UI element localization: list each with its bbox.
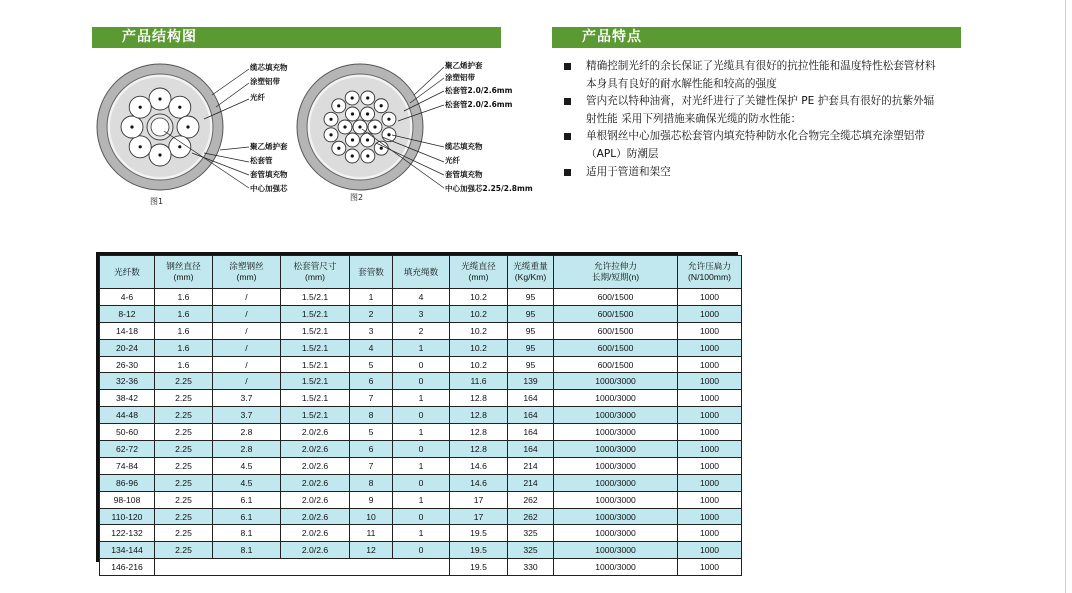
fiber-dot bbox=[337, 147, 340, 150]
bullet-square-icon bbox=[564, 63, 571, 70]
cable-structure-diagrams bbox=[92, 55, 532, 215]
table-cell: 2.25 bbox=[155, 491, 213, 508]
table-cell: 2.0/2.6 bbox=[281, 525, 350, 542]
table-cell: 1000 bbox=[678, 542, 742, 559]
table-cell: 4 bbox=[393, 289, 450, 306]
table-cell: 4 bbox=[350, 339, 393, 356]
table-cell: / bbox=[213, 289, 281, 306]
feature-text: 单根钢丝中心加强芯松套管内填充特种防水化合物完全缆芯填充涂塑铝带（APL）防潮层 bbox=[586, 130, 925, 160]
table-row bbox=[100, 390, 742, 407]
table-cell: 2.25 bbox=[155, 508, 213, 525]
table-cell: 4-6 bbox=[100, 289, 155, 306]
table-cell: 2.25 bbox=[155, 373, 213, 390]
table-cell: 1000/3000 bbox=[554, 508, 678, 525]
table-cell: 1.5/2.1 bbox=[281, 373, 350, 390]
table-cell: 146-216 bbox=[100, 559, 155, 576]
table-cell: 95 bbox=[508, 339, 554, 356]
table-cell: 8.1 bbox=[213, 525, 281, 542]
fiber-dot bbox=[351, 154, 354, 157]
table-cell: 164 bbox=[508, 424, 554, 441]
table-cell: 10.2 bbox=[450, 339, 508, 356]
bullet-square-icon bbox=[564, 169, 571, 176]
table-cell: 262 bbox=[508, 491, 554, 508]
table-cell: 98-108 bbox=[100, 491, 155, 508]
table-cell: 1 bbox=[393, 491, 450, 508]
table-cell: 4.5 bbox=[213, 457, 281, 474]
table-cell: 2.25 bbox=[155, 424, 213, 441]
table-cell: 14.6 bbox=[450, 457, 508, 474]
fiber-dot bbox=[373, 125, 376, 128]
table-cell: 1000 bbox=[678, 407, 742, 424]
table-cell: 1000/3000 bbox=[554, 373, 678, 390]
header-line-1: 涂塑钢丝 bbox=[229, 261, 264, 271]
table-row bbox=[100, 356, 742, 373]
table-cell: 3.7 bbox=[213, 407, 281, 424]
table-cell: 2.8 bbox=[213, 424, 281, 441]
table-cell: 600/1500 bbox=[554, 322, 678, 339]
table-row bbox=[100, 559, 742, 576]
fig2-label-central-strength: 中心加强芯2.25/2.8mm bbox=[445, 184, 533, 193]
table-cell: 1.5/2.1 bbox=[281, 356, 350, 373]
table-header-cell bbox=[350, 256, 393, 289]
table-cell: 1000 bbox=[678, 559, 742, 576]
table-cell: / bbox=[213, 322, 281, 339]
table-cell: 164 bbox=[508, 407, 554, 424]
table-cell: 10.2 bbox=[450, 305, 508, 322]
header-line-2: (mm) bbox=[173, 272, 194, 282]
table-cell: 2.25 bbox=[155, 390, 213, 407]
table-cell: 2.25 bbox=[155, 525, 213, 542]
table-cell: 5 bbox=[350, 424, 393, 441]
table-header-cell bbox=[281, 256, 350, 289]
header-line-1: 套管数 bbox=[358, 266, 384, 277]
table-cell: 0 bbox=[393, 373, 450, 390]
fiber-dot bbox=[178, 106, 181, 109]
table-cell: 32-36 bbox=[100, 373, 155, 390]
table-cell: 12.8 bbox=[450, 441, 508, 458]
feature-text: 适用于管道和架空 bbox=[586, 165, 671, 178]
table-cell: 2.0/2.6 bbox=[281, 441, 350, 458]
table-cell: 2.25 bbox=[155, 457, 213, 474]
features-list bbox=[564, 58, 944, 181]
table-cell: 600/1500 bbox=[554, 339, 678, 356]
table-cell: 10 bbox=[350, 508, 393, 525]
table-row bbox=[100, 289, 742, 306]
table-cell: 11 bbox=[350, 525, 393, 542]
table-cell: 44-48 bbox=[100, 407, 155, 424]
fig1-label-fiber: 光纤 bbox=[250, 93, 265, 102]
table-cell: 1000/3000 bbox=[554, 474, 678, 491]
feature-item bbox=[564, 93, 944, 128]
table-cell: 600/1500 bbox=[554, 305, 678, 322]
fiber-dot bbox=[380, 104, 383, 107]
table-cell: 95 bbox=[508, 289, 554, 306]
section-header-features bbox=[552, 27, 961, 48]
table-cell: 12.8 bbox=[450, 390, 508, 407]
table-cell: 0 bbox=[393, 474, 450, 491]
table-cell: 1000/3000 bbox=[554, 424, 678, 441]
table-cell: 3.7 bbox=[213, 390, 281, 407]
table-cell: 8-12 bbox=[100, 305, 155, 322]
header-line-2: 长期/短期(n) bbox=[591, 272, 640, 282]
table-cell: 17 bbox=[450, 508, 508, 525]
table-cell: 3 bbox=[393, 305, 450, 322]
fiber-dot bbox=[158, 97, 161, 100]
fiber-dot bbox=[186, 125, 189, 128]
figure1-cross-section bbox=[97, 64, 223, 190]
table-cell: 4.5 bbox=[213, 474, 281, 491]
fig1-label-cable-filling: 缆芯填充物 bbox=[250, 63, 288, 72]
table-cell: 1000/3000 bbox=[554, 542, 678, 559]
table-cell: / bbox=[213, 305, 281, 322]
table-row bbox=[100, 373, 742, 390]
fig1-label-central-strength: 中心加强芯 bbox=[250, 184, 288, 193]
table-cell: 1000 bbox=[678, 305, 742, 322]
table-cell: 1.6 bbox=[155, 289, 213, 306]
table-cell: 214 bbox=[508, 457, 554, 474]
table-cell: 50-60 bbox=[100, 424, 155, 441]
table-cell: 1000/3000 bbox=[554, 491, 678, 508]
table-cell: 62-72 bbox=[100, 441, 155, 458]
header-line-1: 填充绳数 bbox=[403, 266, 439, 277]
table-cell: 19.5 bbox=[450, 542, 508, 559]
fiber-dot bbox=[337, 104, 340, 107]
fiber-dot bbox=[366, 112, 369, 115]
header-line-1: 允许拉伸力 bbox=[594, 261, 637, 271]
fig1-label-pe-sheath: 聚乙烯护套 bbox=[250, 142, 288, 151]
table-cell: 7 bbox=[350, 390, 393, 407]
table-cell: 1.5/2.1 bbox=[281, 322, 350, 339]
table-cell: 95 bbox=[508, 322, 554, 339]
table-header-cell bbox=[450, 256, 508, 289]
header-line-1: 光缆重量 bbox=[513, 261, 548, 271]
header-line-1: 光缆直径 bbox=[461, 261, 496, 271]
table-cell: 6 bbox=[350, 373, 393, 390]
table-cell: 6.1 bbox=[213, 491, 281, 508]
fiber-dot bbox=[139, 145, 142, 148]
table-cell: 19.5 bbox=[450, 559, 508, 576]
table-cell: 8 bbox=[350, 407, 393, 424]
table-cell: 1.6 bbox=[155, 305, 213, 322]
table-cell: 2.0/2.6 bbox=[281, 491, 350, 508]
fiber-dot bbox=[366, 154, 369, 157]
table-cell: 86-96 bbox=[100, 474, 155, 491]
fiber-dot bbox=[329, 133, 332, 136]
table-cell: 1000 bbox=[678, 289, 742, 306]
table-row bbox=[100, 542, 742, 559]
table-row bbox=[100, 424, 742, 441]
header-line-2: (mm) bbox=[236, 272, 257, 282]
fiber-dot bbox=[351, 96, 354, 99]
table-cell: 10.2 bbox=[450, 322, 508, 339]
table-cell: 1.5/2.1 bbox=[281, 289, 350, 306]
table-row bbox=[100, 525, 742, 542]
fig2-label-fiber: 光纤 bbox=[445, 156, 460, 165]
table-cell: 1000/3000 bbox=[554, 441, 678, 458]
table-cell: 74-84 bbox=[100, 457, 155, 474]
table-cell: 2.0/2.6 bbox=[281, 542, 350, 559]
table-cell: 1000 bbox=[678, 491, 742, 508]
figure2-cross-section bbox=[297, 64, 423, 190]
table-cell: 0 bbox=[393, 407, 450, 424]
header-line-1: 光纤数 bbox=[114, 266, 140, 277]
table-cell: 1 bbox=[393, 339, 450, 356]
table-cell: 1000 bbox=[678, 441, 742, 458]
spec-table-header bbox=[100, 256, 742, 289]
header-line-2: (N/100mm) bbox=[688, 272, 731, 282]
spec-table-body bbox=[100, 289, 742, 576]
table-cell: 164 bbox=[508, 390, 554, 407]
table-cell: 1.6 bbox=[155, 322, 213, 339]
table-cell: 6 bbox=[350, 441, 393, 458]
table-cell: 0 bbox=[393, 356, 450, 373]
table-cell: 1 bbox=[350, 289, 393, 306]
table-cell: 600/1500 bbox=[554, 356, 678, 373]
table-cell: 214 bbox=[508, 474, 554, 491]
table-cell: 122-132 bbox=[100, 525, 155, 542]
table-row bbox=[100, 457, 742, 474]
table-row bbox=[100, 474, 742, 491]
table-cell: 164 bbox=[508, 441, 554, 458]
table-cell: 6.1 bbox=[213, 508, 281, 525]
fiber-dot bbox=[380, 147, 383, 150]
table-cell: 26-30 bbox=[100, 356, 155, 373]
table-cell: 19.5 bbox=[450, 525, 508, 542]
table-cell: 20-24 bbox=[100, 339, 155, 356]
fiber-dot bbox=[366, 138, 369, 141]
table-cell: 1.5/2.1 bbox=[281, 390, 350, 407]
table-cell: 0 bbox=[393, 508, 450, 525]
table-cell-merged-empty bbox=[155, 559, 450, 576]
fiber-dot bbox=[358, 125, 361, 128]
table-cell: 1.5/2.1 bbox=[281, 339, 350, 356]
table-cell: 38-42 bbox=[100, 390, 155, 407]
table-header-cell bbox=[213, 256, 281, 289]
table-cell: 1000 bbox=[678, 339, 742, 356]
fiber-dot bbox=[387, 118, 390, 121]
fiber-dot bbox=[351, 138, 354, 141]
table-header-row bbox=[100, 256, 742, 289]
table-cell: 0 bbox=[393, 542, 450, 559]
table-cell: 1000 bbox=[678, 457, 742, 474]
table-row bbox=[100, 407, 742, 424]
table-header-cell bbox=[508, 256, 554, 289]
fig2-label-cable-filling: 缆芯填充物 bbox=[445, 142, 483, 151]
table-cell: 3 bbox=[350, 322, 393, 339]
table-cell: / bbox=[213, 339, 281, 356]
header-line-2: (mm) bbox=[304, 272, 326, 282]
table-cell: 1000 bbox=[678, 390, 742, 407]
table-cell: 1000/3000 bbox=[554, 525, 678, 542]
table-cell: 11.6 bbox=[450, 373, 508, 390]
page-right-border bbox=[1065, 0, 1066, 593]
table-row bbox=[100, 305, 742, 322]
table-cell: 1000 bbox=[678, 322, 742, 339]
table-cell: 2.25 bbox=[155, 407, 213, 424]
table-cell: 1000 bbox=[678, 474, 742, 491]
table-row bbox=[100, 491, 742, 508]
header-line-1: 允许压扁力 bbox=[688, 261, 731, 271]
table-cell: 325 bbox=[508, 542, 554, 559]
fig1-label-loose-tube: 松套管 bbox=[250, 156, 273, 165]
table-cell: 14-18 bbox=[100, 322, 155, 339]
fiber-dot bbox=[343, 125, 346, 128]
table-row bbox=[100, 322, 742, 339]
bullet-square-icon bbox=[564, 133, 571, 140]
table-cell: 1 bbox=[393, 457, 450, 474]
header-line-2: (mm) bbox=[468, 272, 489, 282]
fig1-label-tube-filling: 套管填充物 bbox=[250, 170, 288, 179]
table-cell: 12 bbox=[350, 542, 393, 559]
table-cell: 2 bbox=[350, 305, 393, 322]
table-cell: 1.6 bbox=[155, 339, 213, 356]
table-cell: 5 bbox=[350, 356, 393, 373]
table-cell: 1000/3000 bbox=[554, 390, 678, 407]
table-cell: 2 bbox=[393, 322, 450, 339]
table-cell: 1000 bbox=[678, 525, 742, 542]
table-cell: 9 bbox=[350, 491, 393, 508]
table-header-cell bbox=[100, 256, 155, 289]
table-row bbox=[100, 508, 742, 525]
figure2-caption: 图2 bbox=[350, 193, 364, 202]
table-cell: / bbox=[213, 373, 281, 390]
table-cell: 8.1 bbox=[213, 542, 281, 559]
table-cell: 1000 bbox=[678, 508, 742, 525]
fiber-dot bbox=[329, 118, 332, 121]
table-cell: 330 bbox=[508, 559, 554, 576]
table-cell: 2.25 bbox=[155, 441, 213, 458]
fig2-label-loose-tube-2: 松套管2.0/2.6mm bbox=[445, 100, 513, 109]
feature-item bbox=[564, 58, 944, 93]
table-cell: 10.2 bbox=[450, 356, 508, 373]
table-cell: 110-120 bbox=[100, 508, 155, 525]
fig1-label-aluminum-tape: 涂塑铝带 bbox=[250, 77, 280, 86]
table-cell: 1 bbox=[393, 525, 450, 542]
table-cell: 1 bbox=[393, 424, 450, 441]
fiber-dot bbox=[178, 145, 181, 148]
table-cell: 2.0/2.6 bbox=[281, 508, 350, 525]
table-cell: 2.0/2.6 bbox=[281, 474, 350, 491]
feature-item bbox=[564, 128, 944, 163]
table-cell: / bbox=[213, 356, 281, 373]
table-header-cell bbox=[155, 256, 213, 289]
table-cell: 1000/3000 bbox=[554, 559, 678, 576]
table-cell: 2.25 bbox=[155, 474, 213, 491]
bullet-square-icon bbox=[564, 98, 571, 105]
table-cell: 1.5/2.1 bbox=[281, 305, 350, 322]
fig2-label-loose-tube-1: 松套管2.0/2.6mm bbox=[445, 86, 513, 95]
fig2-label-aluminum-tape: 涂塑铝带 bbox=[445, 73, 475, 82]
section-title-features: 产品特点 bbox=[582, 29, 642, 45]
fiber-dot bbox=[158, 153, 161, 156]
table-cell: 139 bbox=[508, 373, 554, 390]
table-cell: 17 bbox=[450, 491, 508, 508]
fiber-dot bbox=[130, 125, 133, 128]
table-cell: 2.0/2.6 bbox=[281, 457, 350, 474]
table-cell: 2.25 bbox=[155, 542, 213, 559]
header-line-1: 松套管尺寸 bbox=[293, 261, 337, 271]
table-cell: 12.8 bbox=[450, 424, 508, 441]
table-cell: 1000 bbox=[678, 356, 742, 373]
table-cell: 2.8 bbox=[213, 441, 281, 458]
table-cell: 2.0/2.6 bbox=[281, 424, 350, 441]
fiber-dot bbox=[387, 133, 390, 136]
section-title-structure: 产品结构图 bbox=[122, 29, 197, 45]
table-cell: 7 bbox=[350, 457, 393, 474]
table-cell: 1.6 bbox=[155, 356, 213, 373]
table-cell: 14.6 bbox=[450, 474, 508, 491]
fig2-label-pe-sheath: 聚乙烯护套 bbox=[445, 61, 483, 70]
fiber-dot bbox=[351, 112, 354, 115]
header-line-1: 钢丝直径 bbox=[166, 261, 201, 271]
spec-table bbox=[96, 252, 738, 573]
table-cell: 600/1500 bbox=[554, 289, 678, 306]
table-cell: 8 bbox=[350, 474, 393, 491]
table-cell: 134-144 bbox=[100, 542, 155, 559]
table-cell: 1000/3000 bbox=[554, 457, 678, 474]
table-cell: 10.2 bbox=[450, 289, 508, 306]
table-header-cell bbox=[554, 256, 678, 289]
feature-text: 管内充以特种油膏，对光纤进行了关键性保护 PE 护套具有很好的抗紫外辐射性能 采用下列措施来确保光缆的防水性能： bbox=[586, 95, 935, 125]
fiber-dot bbox=[139, 106, 142, 109]
feature-item bbox=[564, 164, 944, 182]
table-cell: 0 bbox=[393, 441, 450, 458]
table-cell: 1000/3000 bbox=[554, 407, 678, 424]
table-cell: 12.8 bbox=[450, 407, 508, 424]
table-cell: 95 bbox=[508, 356, 554, 373]
feature-text: 精确控制光纤的余长保证了光缆具有很好的抗拉性能和温度特性松套管材料本身具有良好的耐水解性能和较高的强度 bbox=[586, 60, 936, 90]
section-header-structure bbox=[92, 27, 501, 48]
table-cell: 95 bbox=[508, 305, 554, 322]
table-header-cell bbox=[678, 256, 742, 289]
table-cell: 1000 bbox=[678, 373, 742, 390]
table-cell: 1.5/2.1 bbox=[281, 407, 350, 424]
figure1-caption: 图1 bbox=[150, 197, 164, 206]
table-row bbox=[100, 441, 742, 458]
table-row bbox=[100, 339, 742, 356]
table-cell: 1 bbox=[393, 390, 450, 407]
table-cell: 1000 bbox=[678, 424, 742, 441]
table-cell: 262 bbox=[508, 508, 554, 525]
header-line-2: (Kg/Km) bbox=[514, 272, 547, 282]
fig2-label-tube-filling: 套管填充物 bbox=[445, 170, 483, 179]
table-header-cell bbox=[393, 256, 450, 289]
table-cell: 325 bbox=[508, 525, 554, 542]
fiber-dot bbox=[366, 96, 369, 99]
